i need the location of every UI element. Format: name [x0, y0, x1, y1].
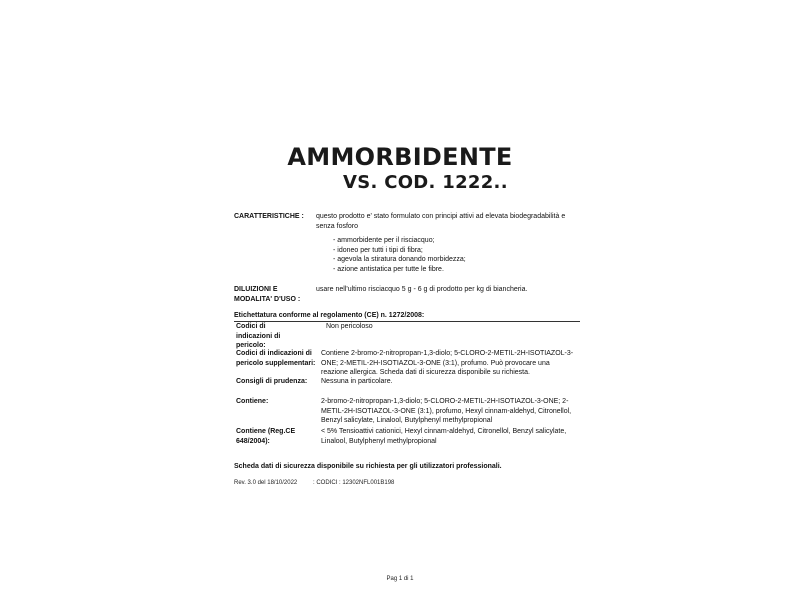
row-label-supplementari: Codici di indicazioni di pericolo supplementari:: [236, 350, 316, 367]
row-value-pericolo: Non pericoloso: [326, 323, 373, 330]
row-value-supplementari: Contiene 2-bromo-2-nitropropan-1,3-diolo; 5-CLORO-2-METIL-2H-ISOTIAZOL-3-ONE; 2-METIL-2H-ISOTIAZOL-3-ONE (3:1), profumo. Può provocare una reazione allergica. Scheda dati di sicurezza disponibile su richiesta.: [321, 350, 574, 376]
diluizioni-text: usare nell'ultimo risciacquo 5 g - 6 g di prodotto per kg di biancheria.: [316, 286, 528, 293]
page-number: Pag 1 di 1: [386, 576, 414, 582]
revision-info: Rev. 3.0 del 18/10/2022: [234, 480, 298, 486]
bullet-item: - azione antistatica per tutte le fibre.: [333, 265, 444, 273]
document-subtitle: VS. COD. 1222..: [343, 172, 508, 193]
safety-sheet-note: Scheda dati di sicurezza disponibile su richiesta per gli utilizzatori professionali.: [234, 463, 502, 470]
bullet-item: - idoneo per tutti i tipi di fibra;: [333, 246, 423, 254]
etichettatura-heading: Etichettatura conforme al regolamento (CE) n. 1272/2008:: [234, 312, 425, 319]
diluizioni-label: DILUIZIONI E MODALITA' D'USO :: [234, 286, 301, 303]
caratteristiche-text: questo prodotto e' stato formulato con principi attivi ad elevata biodegradabilità e senza fosforo: [316, 213, 566, 230]
caratteristiche-bullet-list: [333, 236, 573, 274]
row-label-prudenza: Consigli di prudenza:: [236, 378, 308, 385]
document-title: AMMORBIDENTE: [287, 143, 513, 171]
bullet-item: - agevola la stiratura donando morbidezza;: [333, 256, 466, 263]
caratteristiche-label: CARATTERISTICHE :: [234, 213, 304, 220]
bullet-item: - ammorbidente per il risciacquo;: [333, 237, 435, 244]
product-codes: : CODICI : 12302NFL001B198: [313, 480, 395, 486]
row-value-prudenza: Nessuna in particolare.: [321, 378, 393, 385]
row-value-reg-ce: < 5% Tensioattivi cationici, Hexyl cinnam-aldehyd, Citronellol, Benzyl salicylate, Linalool, Butylphenyl methylpropional: [321, 428, 567, 445]
row-label-pericolo: Codici di indicazioni di pericolo:: [236, 323, 281, 349]
row-label-reg-ce: Contiene (Reg.CE 648/2004):: [236, 428, 296, 445]
row-value-contiene: 2-bromo-2-nitropropan-1,3-diolo; 5-CLORO-2-METIL-2H-ISOTIAZOL-3-ONE; 2-METIL-2H-ISOTIAZOL-3-ONE (3:1), profumo, Hexyl cinnam-aldehyd, Citronellol, Benzyl salicylate, Linalool, Butylphenyl methylpropional: [321, 398, 572, 424]
row-label-contiene: Contiene:: [236, 398, 269, 405]
